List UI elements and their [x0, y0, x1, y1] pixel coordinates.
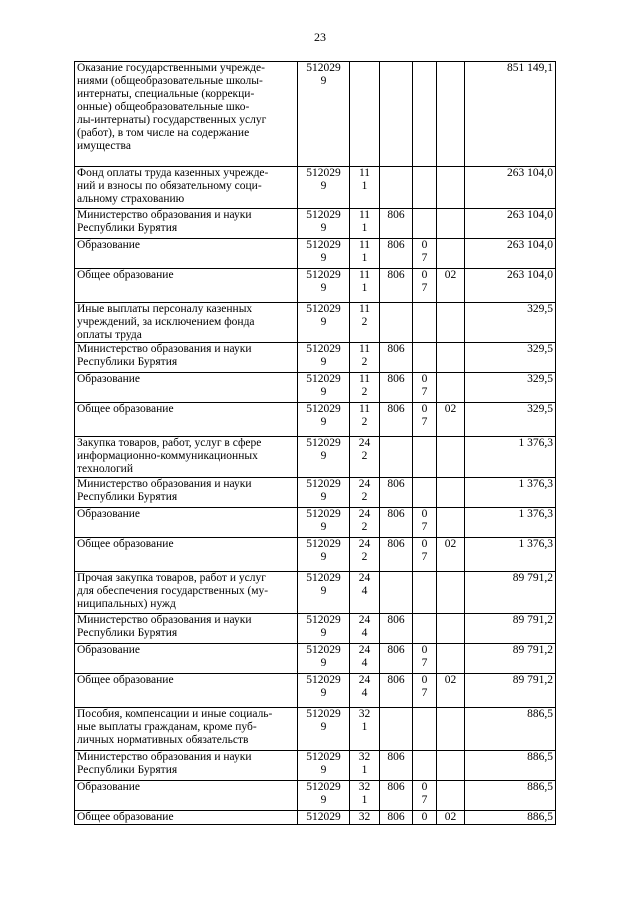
row-subsection [437, 437, 465, 478]
table-row [75, 508, 556, 538]
row-csr: 512029 9 [298, 508, 350, 538]
row-subsection [437, 478, 465, 508]
row-csr: 512029 9 [298, 403, 350, 437]
row-expense-type: 11 1 [350, 269, 380, 303]
table-row [75, 751, 556, 781]
row-expense-type: 24 2 [350, 538, 380, 572]
row-sum: 263 104,0 [465, 269, 556, 303]
row-section: 0 [413, 811, 437, 825]
row-name: Министерство образования и науки Республики Бурятия [75, 478, 298, 508]
row-sum: 329,5 [465, 403, 556, 437]
row-grbs [380, 303, 413, 343]
row-section: 0 7 [413, 644, 437, 674]
table-row [75, 644, 556, 674]
row-csr: 512029 9 [298, 269, 350, 303]
row-sum: 89 791,2 [465, 644, 556, 674]
row-grbs: 806 [380, 811, 413, 825]
row-name: Министерство образования и науки Республики Бурятия [75, 614, 298, 644]
table-row [75, 269, 556, 303]
row-name: Общее образование [75, 674, 298, 708]
row-section [413, 437, 437, 478]
row-expense-type: 11 1 [350, 167, 380, 209]
table-row [75, 239, 556, 269]
row-expense-type: 32 1 [350, 751, 380, 781]
table-row [75, 62, 556, 167]
row-sum: 89 791,2 [465, 572, 556, 614]
row-section: 0 7 [413, 373, 437, 403]
row-section [413, 708, 437, 751]
row-name: Образование [75, 508, 298, 538]
row-sum: 886,5 [465, 811, 556, 825]
row-section [413, 478, 437, 508]
row-csr: 512029 9 [298, 674, 350, 708]
row-name: Прочая закупка товаров, работ и услуг для обеспечения государственных (му- ниципальных) нужд [75, 572, 298, 614]
row-expense-type: 11 2 [350, 343, 380, 373]
row-section: 0 7 [413, 269, 437, 303]
table-row [75, 708, 556, 751]
row-name: Общее образование [75, 538, 298, 572]
row-csr: 512029 9 [298, 572, 350, 614]
table-body [75, 62, 556, 825]
row-csr: 512029 9 [298, 708, 350, 751]
row-expense-type [350, 62, 380, 167]
page-number: 23 [314, 30, 326, 44]
row-csr: 512029 [298, 811, 350, 825]
row-grbs [380, 437, 413, 478]
row-section: 0 7 [413, 674, 437, 708]
table-row [75, 572, 556, 614]
row-grbs [380, 62, 413, 167]
row-sum: 263 104,0 [465, 239, 556, 269]
row-grbs: 806 [380, 269, 413, 303]
table-row [75, 167, 556, 209]
row-expense-type: 11 1 [350, 239, 380, 269]
row-section: 0 7 [413, 239, 437, 269]
row-subsection [437, 751, 465, 781]
row-grbs: 806 [380, 403, 413, 437]
table-row [75, 538, 556, 572]
row-csr: 512029 9 [298, 167, 350, 209]
row-name: Министерство образования и науки Республики Бурятия [75, 343, 298, 373]
row-sum: 89 791,2 [465, 614, 556, 644]
row-grbs: 806 [380, 538, 413, 572]
table-row [75, 674, 556, 708]
row-name: Образование [75, 373, 298, 403]
row-subsection [437, 781, 465, 811]
row-section [413, 751, 437, 781]
row-sum: 886,5 [465, 781, 556, 811]
row-sum: 1 376,3 [465, 508, 556, 538]
row-sum: 886,5 [465, 708, 556, 751]
row-subsection [437, 209, 465, 239]
row-expense-type: 32 1 [350, 781, 380, 811]
row-section [413, 572, 437, 614]
table-row [75, 373, 556, 403]
row-section [413, 62, 437, 167]
row-subsection [437, 572, 465, 614]
row-subsection [437, 239, 465, 269]
row-grbs: 806 [380, 373, 413, 403]
table-row [75, 781, 556, 811]
table-row [75, 403, 556, 437]
row-csr: 512029 9 [298, 303, 350, 343]
row-section [413, 167, 437, 209]
row-name: Министерство образования и науки Республики Бурятия [75, 751, 298, 781]
row-csr: 512029 9 [298, 343, 350, 373]
row-grbs [380, 708, 413, 751]
table-row [75, 811, 556, 825]
row-csr: 512029 9 [298, 538, 350, 572]
row-grbs: 806 [380, 614, 413, 644]
row-sum: 1 376,3 [465, 538, 556, 572]
table-row [75, 209, 556, 239]
row-sum: 1 376,3 [465, 437, 556, 478]
row-grbs [380, 572, 413, 614]
row-grbs: 806 [380, 751, 413, 781]
row-expense-type: 24 4 [350, 674, 380, 708]
row-name: Общее образование [75, 403, 298, 437]
row-grbs: 806 [380, 644, 413, 674]
row-grbs: 806 [380, 781, 413, 811]
row-sum: 89 791,2 [465, 674, 556, 708]
row-name: Образование [75, 644, 298, 674]
row-grbs: 806 [380, 239, 413, 269]
row-section: 0 7 [413, 781, 437, 811]
row-grbs: 806 [380, 674, 413, 708]
row-grbs: 806 [380, 209, 413, 239]
row-sum: 329,5 [465, 373, 556, 403]
budget-table [74, 61, 556, 825]
row-subsection [437, 708, 465, 751]
row-grbs [380, 167, 413, 209]
row-subsection: 02 [437, 538, 465, 572]
row-subsection [437, 508, 465, 538]
row-expense-type: 24 4 [350, 644, 380, 674]
row-section [413, 209, 437, 239]
row-subsection [437, 62, 465, 167]
row-expense-type: 11 2 [350, 373, 380, 403]
row-name: Иные выплаты персоналу казенных учреждений, за исключением фонда оплаты труда [75, 303, 298, 343]
row-subsection: 02 [437, 269, 465, 303]
row-section [413, 303, 437, 343]
row-expense-type: 24 2 [350, 508, 380, 538]
row-name: Общее образование [75, 269, 298, 303]
table-row [75, 437, 556, 478]
row-sum: 851 149,1 [465, 62, 556, 167]
row-csr: 512029 9 [298, 751, 350, 781]
row-expense-type: 11 2 [350, 303, 380, 343]
row-csr: 512029 9 [298, 437, 350, 478]
row-expense-type: 24 2 [350, 437, 380, 478]
row-section: 0 7 [413, 538, 437, 572]
row-subsection: 02 [437, 811, 465, 825]
row-sum: 263 104,0 [465, 209, 556, 239]
row-expense-type: 11 2 [350, 403, 380, 437]
row-expense-type: 11 1 [350, 209, 380, 239]
row-sum: 329,5 [465, 303, 556, 343]
row-name: Образование [75, 239, 298, 269]
row-subsection [437, 614, 465, 644]
row-grbs: 806 [380, 343, 413, 373]
table-row [75, 303, 556, 343]
row-csr: 512029 9 [298, 781, 350, 811]
row-csr: 512029 9 [298, 478, 350, 508]
row-expense-type: 32 1 [350, 708, 380, 751]
row-section [413, 614, 437, 644]
row-name: Общее образование [75, 811, 298, 825]
row-name: Закупка товаров, работ, услуг в сфере информационно-коммуникационных технологий [75, 437, 298, 478]
row-csr: 512029 9 [298, 239, 350, 269]
row-csr: 512029 9 [298, 62, 350, 167]
row-subsection [437, 167, 465, 209]
row-csr: 512029 9 [298, 644, 350, 674]
row-expense-type: 24 2 [350, 478, 380, 508]
row-subsection [437, 343, 465, 373]
row-sum: 263 104,0 [465, 167, 556, 209]
row-expense-type: 24 4 [350, 572, 380, 614]
row-sum: 886,5 [465, 751, 556, 781]
row-expense-type: 24 4 [350, 614, 380, 644]
row-subsection [437, 303, 465, 343]
row-name: Оказание государственными учрежде- ниями (общеобразовательные школы- интернаты, специальные (коррекци- онные) общеобразовательные шко- лы-интернаты) государственных услуг (работ), в том числе на содержание имущества [75, 62, 298, 167]
row-csr: 512029 9 [298, 373, 350, 403]
row-sum: 329,5 [465, 343, 556, 373]
row-name: Пособия, компенсации и иные социаль- ные выплаты гражданам, кроме пуб- личных нормативных обязательств [75, 708, 298, 751]
table-row [75, 478, 556, 508]
row-section: 0 7 [413, 403, 437, 437]
row-section: 0 7 [413, 508, 437, 538]
row-sum: 1 376,3 [465, 478, 556, 508]
table-row [75, 614, 556, 644]
row-section [413, 343, 437, 373]
row-name: Министерство образования и науки Республики Бурятия [75, 209, 298, 239]
row-subsection [437, 644, 465, 674]
row-csr: 512029 9 [298, 209, 350, 239]
row-csr: 512029 9 [298, 614, 350, 644]
row-subsection: 02 [437, 674, 465, 708]
row-name: Фонд оплаты труда казенных учрежде- ний и взносы по обязательному соци- альному страхованию [75, 167, 298, 209]
row-subsection [437, 373, 465, 403]
row-subsection: 02 [437, 403, 465, 437]
row-grbs: 806 [380, 478, 413, 508]
row-grbs: 806 [380, 508, 413, 538]
table-row [75, 343, 556, 373]
row-name: Образование [75, 781, 298, 811]
row-expense-type: 32 [350, 811, 380, 825]
